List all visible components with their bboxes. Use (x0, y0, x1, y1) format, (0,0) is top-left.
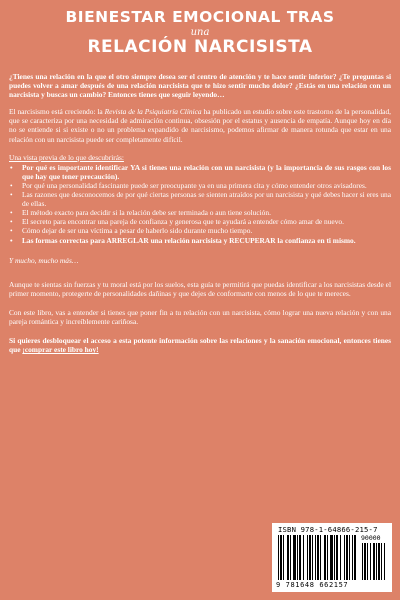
list-item: • El método exacto para decidir si la relación debe ser terminada o aun tiene solución. (9, 208, 391, 217)
para1-after: ha publicado un estudio sobre este trastorno de la personalidad, que se caracteriza por una necesidad de admiración continua, obsesión por el estatus y ausencia de empatía. Aunque hoy en día no se entiende si si existe o no un problema expandido de narcisismo, podemos afirmar de manera rotunda que estar en una relación con un narcisista puede ser completamente difícil. (9, 107, 391, 144)
book-paragraph: Con este libro, vas a entender si tienes que poner fin a tu relación con un narcisista, cómo lograr una nueva relación y con una pareja romántica y increíblemente cariñosa. (9, 307, 391, 326)
buy-book-link[interactable]: ¡comprar este libro hoy! (22, 345, 99, 355)
call-to-action-text: Si quieres desbloquear el acceso a esta potente información sobre las relaciones y la sanación emocional, entonces tienes que (9, 336, 391, 355)
list-item: • El secreto para encontrar una pareja de confianza y generosa que te ayudará a entender cómo amar de nuevo. (9, 217, 391, 226)
preview-heading: Una vista previa de lo que descubrirás: (9, 152, 124, 162)
list-item: • Las razones que desconocemos de por qué ciertas personas se sienten atraídos por un narcisista y qué debes hacer si eres una de ellas. (9, 190, 391, 208)
guide-paragraph: Aunque te sientas sin fuerzas y tu moral está por los suelos, esta guía te permitirá que puedas identificar a los narcisistas desde el primer momento, protegerte de personalidades dañinas y que dejes de conformarte con menos de lo que te mereces. (9, 279, 391, 298)
call-to-action (9, 336, 391, 354)
intro-paragraph: ¿Tienes una relación en la que el otro siempre desea ser el centro de atención y te hace sentir inferior? ¿Te preguntas si puedes volver a amar después de una relación narcisista que te hizo sentir mucho dolor? ¿Estás en una relación con un narcisista y buscas un cambio? Entonces tienes que seguir leyendo… (9, 72, 391, 100)
barcode-digits: 9 781648 662157 (276, 581, 349, 589)
journal-name: Revista de la Psiquiatría Clínica (104, 107, 202, 117)
para1-before: El narcisismo está creciendo: la (9, 107, 105, 117)
list-item: • Las formas correctas para ARREGLAR una relación narcisista y RECUPERAR la confianza en ti mismo. (9, 236, 391, 245)
list-item: • Cómo dejar de ser una víctima a pesar de haberlo sido durante mucho tiempo. (9, 226, 391, 235)
title-line-3: RELACIÓN NARCISISTA (87, 36, 313, 57)
title-line-2: una (190, 26, 210, 38)
list-item: • Por qué una personalidad fascinante puede ser preocupante ya en una primera cita y cómo entender otros avisadores. (9, 181, 391, 190)
barcode-bars (278, 535, 358, 580)
price-addon-number: 90000 (361, 534, 381, 542)
isbn-number: ISBN 978-1-64866-215-7 (278, 525, 378, 534)
and-much-more: Y mucho, mucho más… (9, 255, 79, 265)
title-line-1: BIENESTAR EMOCIONAL TRAS (65, 8, 335, 26)
list-item: • Por qué es importante identificar YA si tienes una relación con un narcisista (y la importancia de sus rasgos con los que hay que tener precaución). (9, 163, 391, 181)
preview-list (9, 163, 391, 245)
barcode-addon-bars (362, 543, 388, 580)
back-cover-text (9, 72, 391, 354)
book-title (0, 10, 400, 56)
narcissism-paragraph (9, 107, 391, 143)
isbn-barcode (272, 523, 392, 592)
